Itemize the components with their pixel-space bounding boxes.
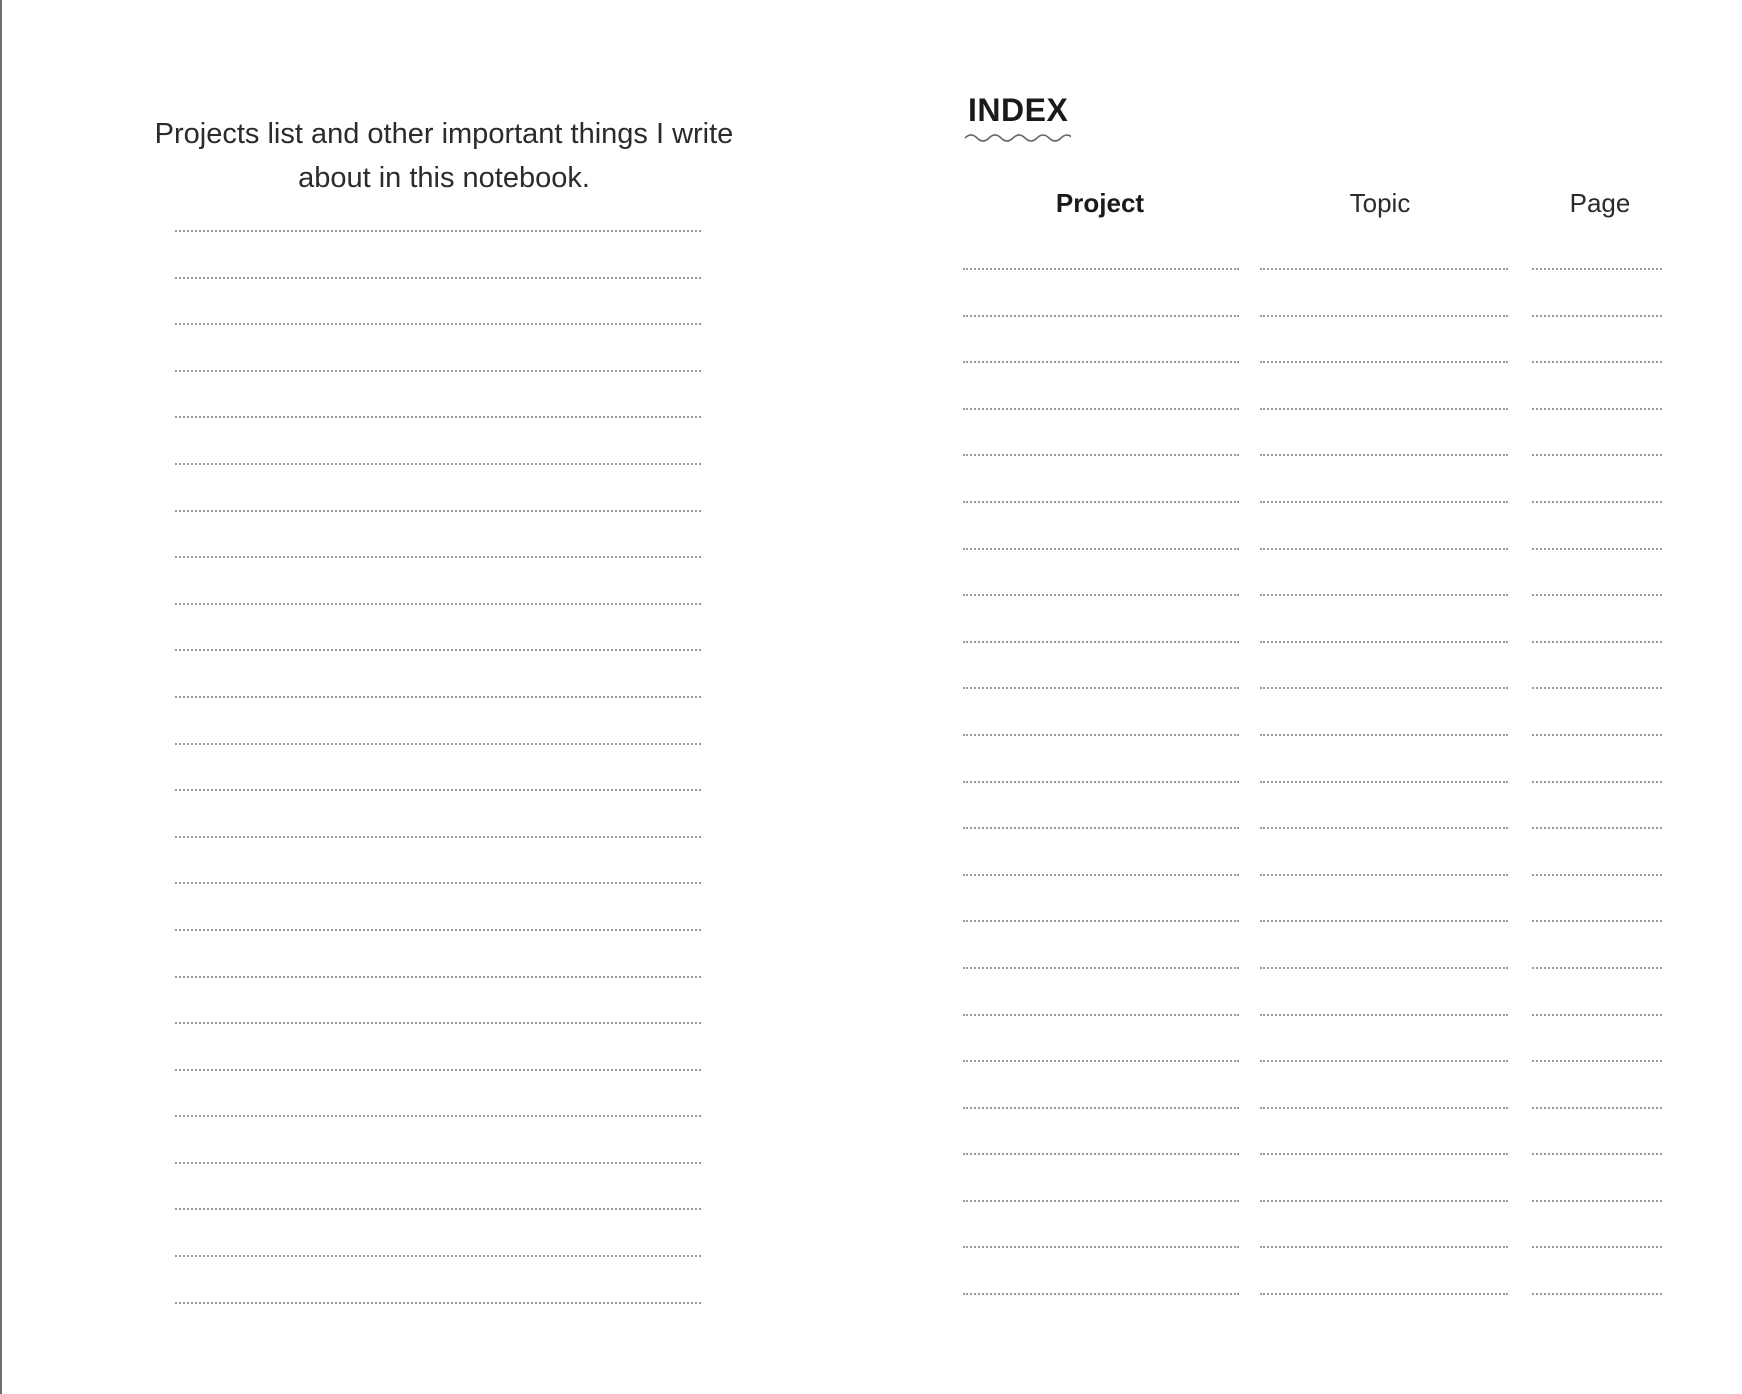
index-topic-line (1260, 315, 1508, 317)
index-page-line (1532, 454, 1662, 456)
writing-line (175, 882, 701, 884)
index-page-line (1532, 501, 1662, 503)
index-project-line (963, 1014, 1239, 1016)
writing-line (175, 370, 701, 372)
index-topic-line (1260, 874, 1508, 876)
page-spine-border (0, 0, 2, 1394)
index-page-line (1532, 827, 1662, 829)
writing-line (175, 1069, 701, 1071)
writing-line (175, 1255, 701, 1257)
index-project-line (963, 501, 1239, 503)
project-column-lines (963, 268, 1239, 1340)
index-page-line (1532, 734, 1662, 736)
index-page-line (1532, 687, 1662, 689)
index-project-line (963, 1246, 1239, 1248)
writing-line (175, 556, 701, 558)
index-page-line (1532, 874, 1662, 876)
index-page-line (1532, 1060, 1662, 1062)
index-topic-line (1260, 1246, 1508, 1248)
index-topic-line (1260, 781, 1508, 783)
index-page-line (1532, 781, 1662, 783)
index-topic-line (1260, 1060, 1508, 1062)
writing-line (175, 1115, 701, 1117)
page-column-lines (1532, 268, 1662, 1340)
wavy-underline-icon (963, 132, 1071, 144)
index-page-line (1532, 1293, 1662, 1295)
index-project-line (963, 920, 1239, 922)
index-topic-line (1260, 734, 1508, 736)
writing-line (175, 323, 701, 325)
writing-line (175, 789, 701, 791)
index-page-line (1532, 361, 1662, 363)
intro-text: Projects list and other important things I write about in this notebook. (154, 118, 734, 194)
index-page-line (1532, 268, 1662, 270)
writing-line (175, 603, 701, 605)
index-topic-line (1260, 361, 1508, 363)
left-writing-lines (175, 230, 701, 1348)
index-page-line (1532, 594, 1662, 596)
index-project-line (963, 268, 1239, 270)
column-header-topic: Topic (1349, 188, 1411, 218)
index-page-line (1532, 920, 1662, 922)
index-project-line (963, 687, 1239, 689)
writing-line (175, 230, 701, 232)
index-topic-line (1260, 641, 1508, 643)
index-project-line (963, 1060, 1239, 1062)
index-topic-line (1260, 1153, 1508, 1155)
writing-line (175, 1162, 701, 1164)
index-topic-line (1260, 1293, 1508, 1295)
writing-line (175, 416, 701, 418)
index-project-line (963, 454, 1239, 456)
writing-line (175, 696, 701, 698)
index-topic-line (1260, 827, 1508, 829)
writing-line (175, 1022, 701, 1024)
index-page-line (1532, 1107, 1662, 1109)
index-page-line (1532, 408, 1662, 410)
column-header-project: Project (1055, 188, 1145, 218)
index-project-line (963, 408, 1239, 410)
index-topic-line (1260, 501, 1508, 503)
writing-line (175, 1302, 701, 1304)
writing-line (175, 510, 701, 512)
index-project-line (963, 1107, 1239, 1109)
index-topic-line (1260, 967, 1508, 969)
index-project-line (963, 827, 1239, 829)
index-page-line (1532, 641, 1662, 643)
index-topic-line (1260, 1200, 1508, 1202)
index-page-line (1532, 1200, 1662, 1202)
writing-line (175, 277, 701, 279)
writing-line (175, 1208, 701, 1210)
index-project-line (963, 1293, 1239, 1295)
index-project-line (963, 1200, 1239, 1202)
index-topic-line (1260, 548, 1508, 550)
index-topic-line (1260, 687, 1508, 689)
index-project-line (963, 641, 1239, 643)
index-topic-line (1260, 1014, 1508, 1016)
index-title: INDEX (968, 92, 1069, 128)
index-project-line (963, 781, 1239, 783)
index-project-line (963, 1153, 1239, 1155)
index-page-line (1532, 967, 1662, 969)
index-topic-line (1260, 268, 1508, 270)
index-project-line (963, 594, 1239, 596)
index-page-line (1532, 1246, 1662, 1248)
index-topic-line (1260, 920, 1508, 922)
writing-line (175, 649, 701, 651)
index-page-line (1532, 1153, 1662, 1155)
index-topic-line (1260, 454, 1508, 456)
index-topic-line (1260, 1107, 1508, 1109)
index-topic-line (1260, 408, 1508, 410)
index-project-line (963, 315, 1239, 317)
writing-line (175, 976, 701, 978)
index-project-line (963, 361, 1239, 363)
index-project-line (963, 548, 1239, 550)
index-project-line (963, 967, 1239, 969)
writing-line (175, 463, 701, 465)
writing-line (175, 743, 701, 745)
writing-line (175, 929, 701, 931)
index-page-line (1532, 315, 1662, 317)
index-project-line (963, 874, 1239, 876)
topic-column-lines (1260, 268, 1508, 1340)
writing-line (175, 836, 701, 838)
index-page-line (1532, 548, 1662, 550)
index-page-line (1532, 1014, 1662, 1016)
column-header-page: Page (1569, 188, 1631, 218)
index-topic-line (1260, 594, 1508, 596)
index-project-line (963, 734, 1239, 736)
